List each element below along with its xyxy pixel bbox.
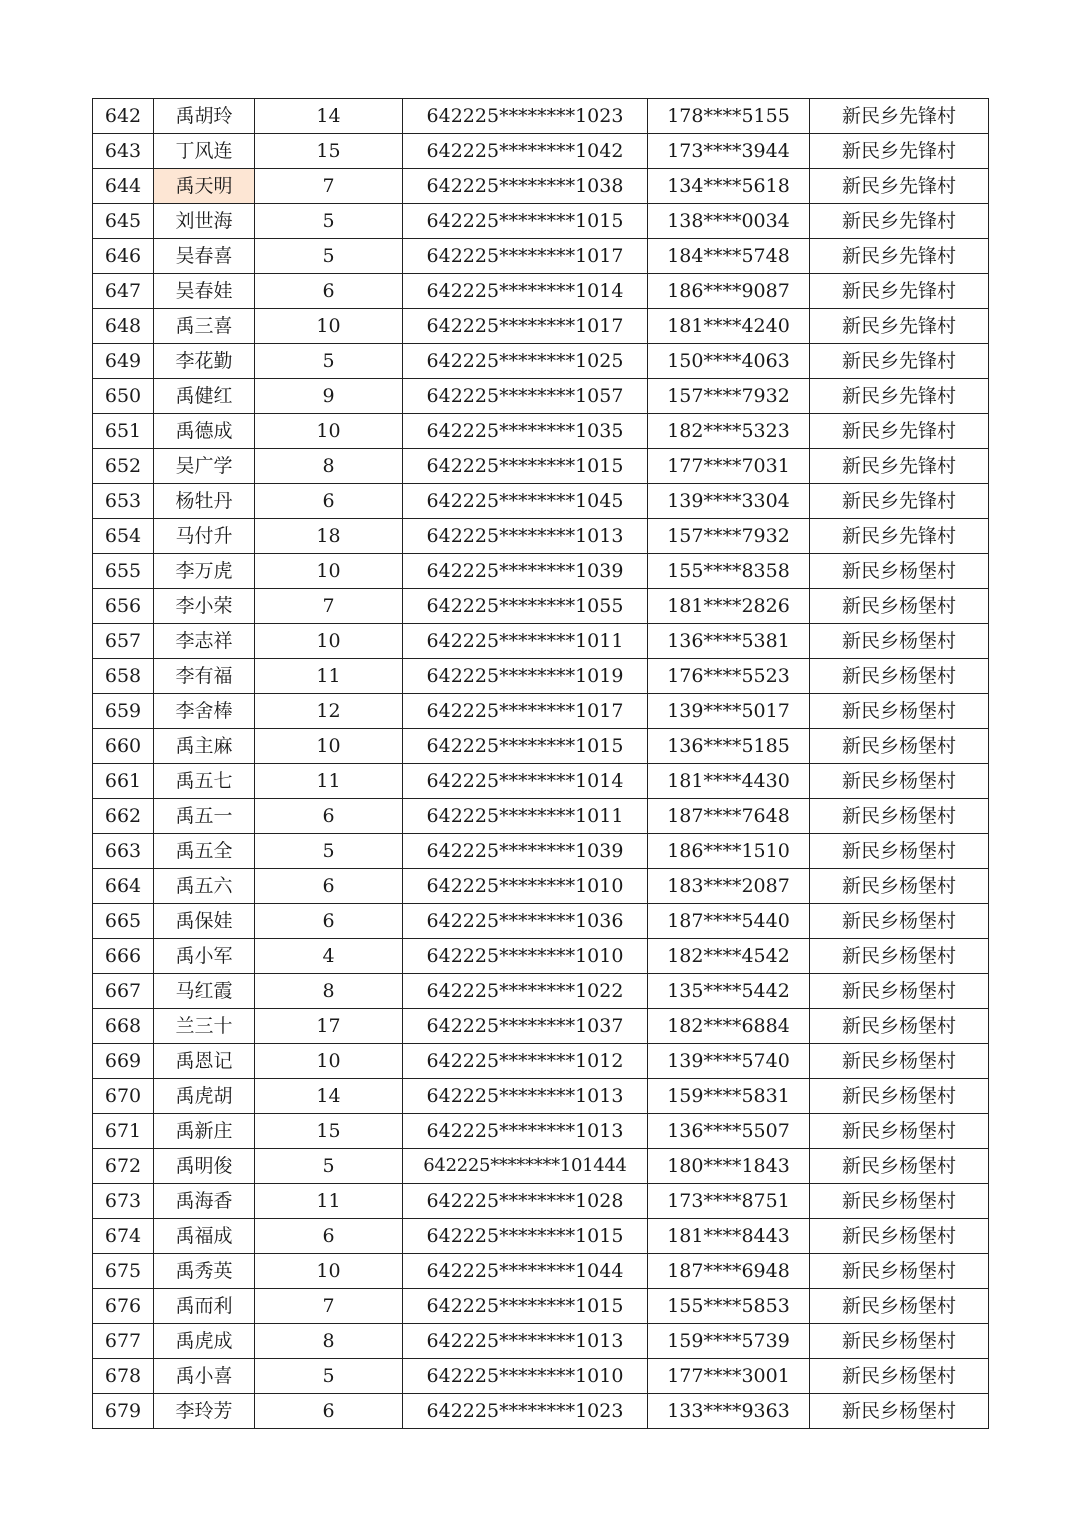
- table-row: [93, 1044, 989, 1079]
- count-cell: 11: [255, 1184, 403, 1219]
- count-cell: 14: [255, 99, 403, 134]
- name-cell: 禹五六: [154, 869, 255, 904]
- phone-cell: 173****8751: [648, 1184, 810, 1219]
- id-number-cell: 642225********1015: [403, 204, 648, 239]
- name-cell: 禹虎成: [154, 1324, 255, 1359]
- table-row: [93, 1184, 989, 1219]
- row-number-cell: 646: [93, 239, 154, 274]
- table-row: [93, 1079, 989, 1114]
- count-cell: 5: [255, 834, 403, 869]
- village-cell: 新民乡杨堡村: [810, 1009, 989, 1044]
- phone-cell: 178****5155: [648, 99, 810, 134]
- count-cell: 10: [255, 309, 403, 344]
- name-cell: 兰三十: [154, 1009, 255, 1044]
- id-number-cell: 642225********1037: [403, 1009, 648, 1044]
- row-number-cell: 647: [93, 274, 154, 309]
- id-number-cell: 642225********1015: [403, 1219, 648, 1254]
- row-number-cell: 648: [93, 309, 154, 344]
- village-cell: 新民乡杨堡村: [810, 799, 989, 834]
- id-number-cell: 642225********1017: [403, 309, 648, 344]
- row-number-cell: 653: [93, 484, 154, 519]
- table-row: [93, 1149, 989, 1184]
- table-row: [93, 99, 989, 134]
- name-cell: 禹五七: [154, 764, 255, 799]
- name-cell: 禹德成: [154, 414, 255, 449]
- name-cell: 禹小军: [154, 939, 255, 974]
- table-row: [93, 519, 989, 554]
- table-row: [93, 274, 989, 309]
- row-number-cell: 674: [93, 1219, 154, 1254]
- name-cell: 禹五全: [154, 834, 255, 869]
- village-cell: 新民乡杨堡村: [810, 1254, 989, 1289]
- phone-cell: 187****5440: [648, 904, 810, 939]
- village-cell: 新民乡先锋村: [810, 449, 989, 484]
- phone-cell: 136****5185: [648, 729, 810, 764]
- phone-cell: 155****5853: [648, 1289, 810, 1324]
- count-cell: 8: [255, 974, 403, 1009]
- name-cell: 刘世海: [154, 204, 255, 239]
- table-row: [93, 1254, 989, 1289]
- id-number-cell: 642225********1019: [403, 659, 648, 694]
- count-cell: 11: [255, 659, 403, 694]
- village-cell: 新民乡先锋村: [810, 484, 989, 519]
- id-number-cell: 642225********1025: [403, 344, 648, 379]
- name-cell: 禹三喜: [154, 309, 255, 344]
- table-row: [93, 344, 989, 379]
- table-row: [93, 694, 989, 729]
- name-cell: 禹秀英: [154, 1254, 255, 1289]
- village-cell: 新民乡杨堡村: [810, 764, 989, 799]
- village-cell: 新民乡杨堡村: [810, 1184, 989, 1219]
- count-cell: 9: [255, 379, 403, 414]
- table-row: [93, 414, 989, 449]
- village-cell: 新民乡杨堡村: [810, 904, 989, 939]
- id-number-cell: 642225********101444: [403, 1149, 648, 1184]
- phone-cell: 181****2826: [648, 589, 810, 624]
- id-number-cell: 642225********1055: [403, 589, 648, 624]
- phone-cell: 138****0034: [648, 204, 810, 239]
- row-number-cell: 660: [93, 729, 154, 764]
- name-cell: 李花勤: [154, 344, 255, 379]
- id-number-cell: 642225********1012: [403, 1044, 648, 1079]
- table-row: [93, 1359, 989, 1394]
- count-cell: 7: [255, 589, 403, 624]
- count-cell: 6: [255, 274, 403, 309]
- count-cell: 4: [255, 939, 403, 974]
- row-number-cell: 657: [93, 624, 154, 659]
- name-cell: 丁风连: [154, 134, 255, 169]
- count-cell: 6: [255, 869, 403, 904]
- count-cell: 8: [255, 449, 403, 484]
- id-number-cell: 642225********1011: [403, 799, 648, 834]
- village-cell: 新民乡杨堡村: [810, 869, 989, 904]
- row-number-cell: 671: [93, 1114, 154, 1149]
- id-number-cell: 642225********1015: [403, 729, 648, 764]
- village-cell: 新民乡先锋村: [810, 379, 989, 414]
- name-cell: 吴广学: [154, 449, 255, 484]
- row-number-cell: 677: [93, 1324, 154, 1359]
- row-number-cell: 676: [93, 1289, 154, 1324]
- count-cell: 15: [255, 134, 403, 169]
- village-cell: 新民乡先锋村: [810, 99, 989, 134]
- table-row: [93, 939, 989, 974]
- village-cell: 新民乡杨堡村: [810, 554, 989, 589]
- phone-cell: 187****6948: [648, 1254, 810, 1289]
- village-cell: 新民乡杨堡村: [810, 1289, 989, 1324]
- table-row: [93, 834, 989, 869]
- row-number-cell: 655: [93, 554, 154, 589]
- phone-cell: 159****5831: [648, 1079, 810, 1114]
- phone-cell: 139****5740: [648, 1044, 810, 1079]
- row-number-cell: 666: [93, 939, 154, 974]
- id-number-cell: 642225********1039: [403, 834, 648, 869]
- roster-table-body: [93, 99, 989, 1429]
- count-cell: 10: [255, 554, 403, 589]
- name-cell: 李舍棒: [154, 694, 255, 729]
- table-row: [93, 904, 989, 939]
- village-cell: 新民乡杨堡村: [810, 659, 989, 694]
- village-cell: 新民乡先锋村: [810, 204, 989, 239]
- count-cell: 6: [255, 484, 403, 519]
- id-number-cell: 642225********1013: [403, 1324, 648, 1359]
- name-cell: 禹福成: [154, 1219, 255, 1254]
- row-number-cell: 643: [93, 134, 154, 169]
- village-cell: 新民乡先锋村: [810, 309, 989, 344]
- phone-cell: 157****7932: [648, 519, 810, 554]
- count-cell: 6: [255, 1394, 403, 1429]
- table-row: [93, 1009, 989, 1044]
- row-number-cell: 654: [93, 519, 154, 554]
- id-number-cell: 642225********1039: [403, 554, 648, 589]
- name-cell: 马付升: [154, 519, 255, 554]
- phone-cell: 186****9087: [648, 274, 810, 309]
- phone-cell: 176****5523: [648, 659, 810, 694]
- row-number-cell: 656: [93, 589, 154, 624]
- row-number-cell: 663: [93, 834, 154, 869]
- name-cell: 禹海香: [154, 1184, 255, 1219]
- name-cell: 李玲芳: [154, 1394, 255, 1429]
- row-number-cell: 662: [93, 799, 154, 834]
- row-number-cell: 679: [93, 1394, 154, 1429]
- count-cell: 5: [255, 239, 403, 274]
- row-number-cell: 658: [93, 659, 154, 694]
- count-cell: 7: [255, 1289, 403, 1324]
- village-cell: 新民乡杨堡村: [810, 1324, 989, 1359]
- village-cell: 新民乡杨堡村: [810, 1044, 989, 1079]
- row-number-cell: 667: [93, 974, 154, 1009]
- row-number-cell: 673: [93, 1184, 154, 1219]
- village-cell: 新民乡先锋村: [810, 134, 989, 169]
- phone-cell: 182****6884: [648, 1009, 810, 1044]
- roster-table: [92, 98, 989, 1429]
- row-number-cell: 650: [93, 379, 154, 414]
- row-number-cell: 664: [93, 869, 154, 904]
- village-cell: 新民乡杨堡村: [810, 1219, 989, 1254]
- village-cell: 新民乡先锋村: [810, 239, 989, 274]
- name-cell: 禹恩记: [154, 1044, 255, 1079]
- id-number-cell: 642225********1038: [403, 169, 648, 204]
- name-cell: 李万虎: [154, 554, 255, 589]
- phone-cell: 182****5323: [648, 414, 810, 449]
- name-cell: 禹健红: [154, 379, 255, 414]
- phone-cell: 157****7932: [648, 379, 810, 414]
- count-cell: 14: [255, 1079, 403, 1114]
- name-cell: 禹虎胡: [154, 1079, 255, 1114]
- phone-cell: 181****8443: [648, 1219, 810, 1254]
- row-number-cell: 651: [93, 414, 154, 449]
- phone-cell: 182****4542: [648, 939, 810, 974]
- village-cell: 新民乡杨堡村: [810, 729, 989, 764]
- table-row: [93, 204, 989, 239]
- table-row: [93, 309, 989, 344]
- name-cell: 禹明俊: [154, 1149, 255, 1184]
- id-number-cell: 642225********1042: [403, 134, 648, 169]
- row-number-cell: 672: [93, 1149, 154, 1184]
- count-cell: 8: [255, 1324, 403, 1359]
- phone-cell: 187****7648: [648, 799, 810, 834]
- table-row: [93, 239, 989, 274]
- name-cell: 禹主麻: [154, 729, 255, 764]
- id-number-cell: 642225********1017: [403, 239, 648, 274]
- id-number-cell: 642225********1013: [403, 519, 648, 554]
- phone-cell: 177****7031: [648, 449, 810, 484]
- id-number-cell: 642225********1014: [403, 764, 648, 799]
- id-number-cell: 642225********1028: [403, 1184, 648, 1219]
- id-number-cell: 642225********1036: [403, 904, 648, 939]
- table-row: [93, 1324, 989, 1359]
- phone-cell: 139****5017: [648, 694, 810, 729]
- row-number-cell: 659: [93, 694, 154, 729]
- phone-cell: 134****5618: [648, 169, 810, 204]
- phone-cell: 177****3001: [648, 1359, 810, 1394]
- table-row: [93, 799, 989, 834]
- id-number-cell: 642225********1023: [403, 1394, 648, 1429]
- name-cell: 禹而利: [154, 1289, 255, 1324]
- count-cell: 10: [255, 1044, 403, 1079]
- name-cell: 禹保娃: [154, 904, 255, 939]
- count-cell: 11: [255, 764, 403, 799]
- id-number-cell: 642225********1010: [403, 1359, 648, 1394]
- count-cell: 15: [255, 1114, 403, 1149]
- table-row: [93, 659, 989, 694]
- row-number-cell: 661: [93, 764, 154, 799]
- id-number-cell: 642225********1015: [403, 1289, 648, 1324]
- name-cell: 禹五一: [154, 799, 255, 834]
- row-number-cell: 665: [93, 904, 154, 939]
- id-number-cell: 642225********1011: [403, 624, 648, 659]
- count-cell: 6: [255, 799, 403, 834]
- phone-cell: 181****4240: [648, 309, 810, 344]
- table-row: [93, 869, 989, 904]
- village-cell: 新民乡先锋村: [810, 344, 989, 379]
- count-cell: 6: [255, 904, 403, 939]
- row-number-cell: 668: [93, 1009, 154, 1044]
- name-cell: 禹新庄: [154, 1114, 255, 1149]
- village-cell: 新民乡杨堡村: [810, 589, 989, 624]
- row-number-cell: 669: [93, 1044, 154, 1079]
- count-cell: 5: [255, 204, 403, 239]
- id-number-cell: 642225********1014: [403, 274, 648, 309]
- phone-cell: 139****3304: [648, 484, 810, 519]
- village-cell: 新民乡杨堡村: [810, 1359, 989, 1394]
- table-row: [93, 729, 989, 764]
- row-number-cell: 675: [93, 1254, 154, 1289]
- row-number-cell: 642: [93, 99, 154, 134]
- name-cell: 吴春喜: [154, 239, 255, 274]
- row-number-cell: 644: [93, 169, 154, 204]
- id-number-cell: 642225********1057: [403, 379, 648, 414]
- phone-cell: 155****8358: [648, 554, 810, 589]
- name-cell: 李小荣: [154, 589, 255, 624]
- count-cell: 10: [255, 624, 403, 659]
- table-row: [93, 1289, 989, 1324]
- id-number-cell: 642225********1015: [403, 449, 648, 484]
- id-number-cell: 642225********1013: [403, 1114, 648, 1149]
- id-number-cell: 642225********1044: [403, 1254, 648, 1289]
- count-cell: 5: [255, 1149, 403, 1184]
- village-cell: 新民乡先锋村: [810, 414, 989, 449]
- row-number-cell: 652: [93, 449, 154, 484]
- name-cell: 马红霞: [154, 974, 255, 1009]
- name-cell: 李志祥: [154, 624, 255, 659]
- row-number-cell: 678: [93, 1359, 154, 1394]
- village-cell: 新民乡杨堡村: [810, 1394, 989, 1429]
- count-cell: 10: [255, 1254, 403, 1289]
- phone-cell: 181****4430: [648, 764, 810, 799]
- village-cell: 新民乡杨堡村: [810, 1114, 989, 1149]
- table-row: [93, 169, 989, 204]
- name-cell: 吴春娃: [154, 274, 255, 309]
- id-number-cell: 642225********1017: [403, 694, 648, 729]
- count-cell: 5: [255, 344, 403, 379]
- table-row: [93, 379, 989, 414]
- village-cell: 新民乡杨堡村: [810, 834, 989, 869]
- count-cell: 12: [255, 694, 403, 729]
- count-cell: 10: [255, 729, 403, 764]
- count-cell: 5: [255, 1359, 403, 1394]
- row-number-cell: 670: [93, 1079, 154, 1114]
- table-row: [93, 624, 989, 659]
- name-cell: 杨牡丹: [154, 484, 255, 519]
- id-number-cell: 642225********1022: [403, 974, 648, 1009]
- id-number-cell: 642225********1010: [403, 939, 648, 974]
- village-cell: 新民乡先锋村: [810, 169, 989, 204]
- count-cell: 18: [255, 519, 403, 554]
- village-cell: 新民乡先锋村: [810, 519, 989, 554]
- table-row: [93, 1219, 989, 1254]
- village-cell: 新民乡杨堡村: [810, 939, 989, 974]
- name-cell: 禹小喜: [154, 1359, 255, 1394]
- id-number-cell: 642225********1010: [403, 869, 648, 904]
- phone-cell: 159****5739: [648, 1324, 810, 1359]
- count-cell: 17: [255, 1009, 403, 1044]
- village-cell: 新民乡杨堡村: [810, 624, 989, 659]
- id-number-cell: 642225********1023: [403, 99, 648, 134]
- phone-cell: 135****5442: [648, 974, 810, 1009]
- table-row: [93, 554, 989, 589]
- count-cell: 10: [255, 414, 403, 449]
- id-number-cell: 642225********1035: [403, 414, 648, 449]
- phone-cell: 184****5748: [648, 239, 810, 274]
- village-cell: 新民乡杨堡村: [810, 974, 989, 1009]
- name-cell: 禹胡玲: [154, 99, 255, 134]
- table-row: [93, 974, 989, 1009]
- row-number-cell: 645: [93, 204, 154, 239]
- phone-cell: 133****9363: [648, 1394, 810, 1429]
- phone-cell: 183****2087: [648, 869, 810, 904]
- id-number-cell: 642225********1045: [403, 484, 648, 519]
- table-row: [93, 589, 989, 624]
- table-row: [93, 134, 989, 169]
- phone-cell: 173****3944: [648, 134, 810, 169]
- table-row: [93, 484, 989, 519]
- phone-cell: 180****1843: [648, 1149, 810, 1184]
- table-row: [93, 1394, 989, 1429]
- village-cell: 新民乡先锋村: [810, 274, 989, 309]
- row-number-cell: 649: [93, 344, 154, 379]
- village-cell: 新民乡杨堡村: [810, 1079, 989, 1114]
- village-cell: 新民乡杨堡村: [810, 694, 989, 729]
- table-row: [93, 1114, 989, 1149]
- table-row: [93, 449, 989, 484]
- phone-cell: 150****4063: [648, 344, 810, 379]
- name-cell: 李有福: [154, 659, 255, 694]
- phone-cell: 186****1510: [648, 834, 810, 869]
- name-cell: 禹天明: [154, 169, 255, 204]
- count-cell: 7: [255, 169, 403, 204]
- id-number-cell: 642225********1013: [403, 1079, 648, 1114]
- phone-cell: 136****5381: [648, 624, 810, 659]
- village-cell: 新民乡杨堡村: [810, 1149, 989, 1184]
- phone-cell: 136****5507: [648, 1114, 810, 1149]
- table-row: [93, 764, 989, 799]
- count-cell: 6: [255, 1219, 403, 1254]
